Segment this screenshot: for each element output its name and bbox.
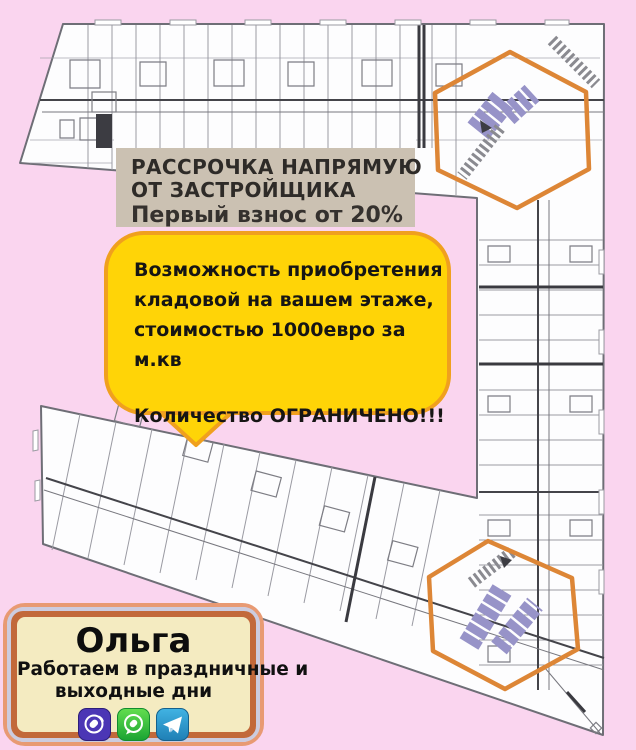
- messenger-icons: [17, 708, 250, 741]
- storage-offer-bubble: [104, 231, 451, 427]
- bubble-line-5: Количество ОГРАНИЧЕНО!!!: [134, 405, 445, 427]
- installment-banner: [116, 148, 423, 228]
- bubble-line-4: м.кв: [134, 349, 182, 371]
- contact-card: [3, 603, 309, 746]
- bubble-line-1: Возможность приобретения: [134, 259, 443, 281]
- banner-line-2: ОТ ЗАСТРОЙЩИКА: [131, 178, 356, 202]
- banner-line-1: РАССРОЧКА НАПРЯМУЮ: [131, 155, 423, 179]
- bubble-line-2: кладовой на вашем этаже,: [134, 289, 434, 311]
- bubble-spacer: [134, 375, 447, 401]
- telegram-icon[interactable]: [156, 708, 189, 741]
- viber-icon[interactable]: [78, 708, 111, 741]
- bubble-line-3: стоимостью 1000евро за: [134, 319, 406, 341]
- contact-card-ring: [7, 607, 309, 742]
- contact-card-band: [11, 611, 309, 738]
- contact-name: Ольга: [75, 621, 192, 661]
- banner-line-3: Первый взнос от 20%: [131, 203, 403, 228]
- contact-card-inner: [17, 617, 309, 732]
- whatsapp-icon[interactable]: [117, 708, 150, 741]
- contact-schedule-line-1: Работаем в праздничные и: [17, 659, 309, 680]
- contact-schedule-line-2: выходные дни: [54, 681, 213, 702]
